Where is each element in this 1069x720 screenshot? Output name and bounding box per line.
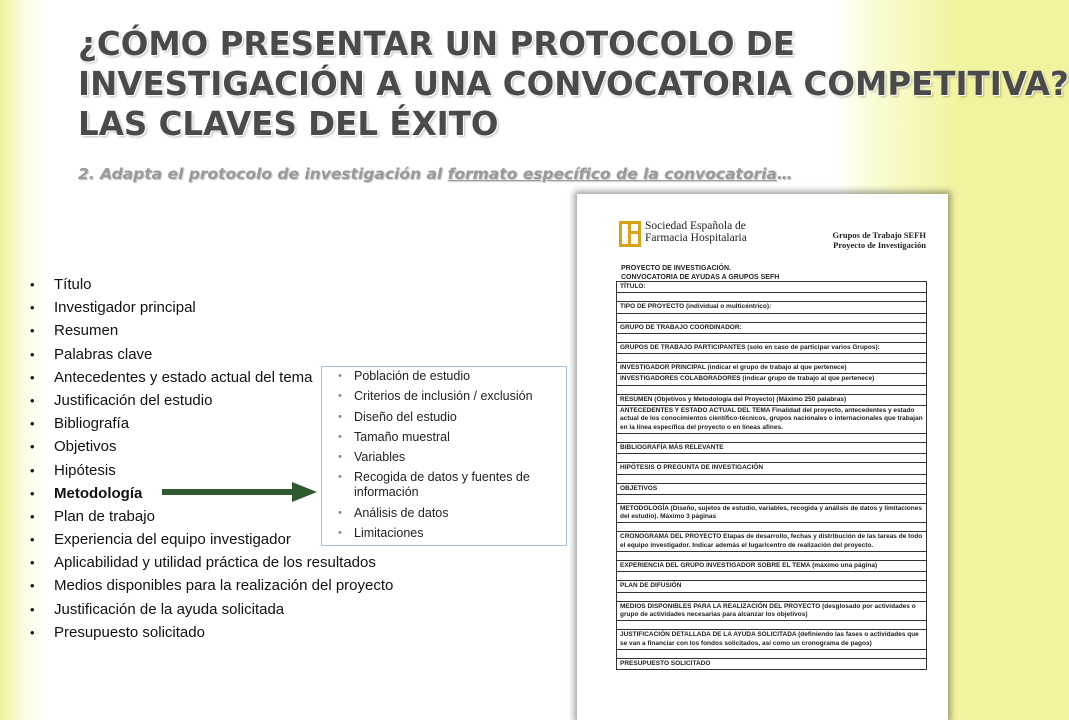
list-item-label: Medios disponibles para la realización del proyecto: [54, 577, 394, 595]
list-item: [30, 296, 393, 319]
slide-title: [78, 24, 1069, 144]
list-item: [30, 273, 393, 296]
form-row: METODOLOGÍA (Diseño, sujetos de estudio, variables, recogida y análisis de datos y limitaciones del estudio). Máximo 3 páginas: [616, 503, 927, 523]
org-name-line-1: Sociedad Española de: [645, 220, 746, 232]
form-row: TIPO DE PROYECTO (individual o multicéntrico):: [616, 301, 927, 312]
bullet-icon: •: [30, 508, 35, 524]
sub-bullet-icon: •: [338, 506, 342, 519]
list-item-label: Justificación de la ayuda solicitada: [54, 600, 285, 618]
sub-bullet-icon: •: [338, 471, 342, 484]
form-row: BIBLIOGRAFÍA MÁS RELEVANTE: [616, 442, 927, 453]
list-item-label: Objetivos: [54, 438, 117, 456]
list-item: [30, 621, 393, 644]
form-row: GRUPO DE TRABAJO COORDINADOR:: [616, 322, 927, 333]
bullet-icon: •: [30, 578, 35, 594]
bullet-icon: •: [30, 300, 35, 316]
methodology-item: [338, 526, 554, 541]
list-item: [30, 574, 393, 597]
list-item-label: Investigador principal: [54, 299, 196, 317]
methodology-list: [338, 369, 554, 546]
slide-subtitle: [78, 165, 792, 183]
form-blank-row: [616, 571, 927, 580]
form-blank-row: [616, 592, 927, 601]
methodology-item: [338, 369, 554, 384]
form-table: [616, 281, 927, 670]
list-item-label: Experiencia del equipo investigador: [54, 531, 291, 549]
form-blank-row: [616, 649, 927, 658]
sub-bullet-icon: •: [338, 390, 342, 403]
list-item-label: Metodología: [54, 484, 143, 502]
bullet-icon: •: [30, 392, 35, 408]
sub-bullet-icon: •: [338, 370, 342, 382]
form-blank-row: [616, 292, 927, 301]
list-item: [30, 343, 393, 366]
bullet-icon: •: [30, 555, 35, 571]
form-row: GRUPOS DE TRABAJO PARTICIPANTES (solo en caso de participar varios Grupos):: [616, 342, 927, 353]
methodology-item-label: Población de estudio: [354, 369, 471, 383]
form-header-line-2: CONVOCATORIA DE AYUDAS A GRUPOS SEFH: [621, 274, 780, 281]
list-item-label: Resumen: [54, 322, 119, 340]
subtitle-prefix: 2. Adapta el protocolo de investigación al: [78, 165, 448, 183]
form-blank-row: [616, 551, 927, 560]
title-line-3: LAS CLAVES DEL ÉXITO: [78, 105, 499, 143]
sefh-logo-icon: [619, 221, 641, 247]
group-heading: [833, 230, 926, 250]
form-blank-row: [616, 474, 927, 483]
methodology-item: [338, 409, 554, 425]
title-line-2: INVESTIGACIÓN A UNA CONVOCATORIA COMPETITIVA?: [78, 65, 1069, 103]
sub-bullet-icon: •: [338, 527, 342, 540]
form-blank-row: [616, 385, 927, 394]
form-row: INVESTIGADORES COLABORADORES (indicar grupo de trabajo al que pertenece): [616, 373, 927, 384]
methodology-item: [338, 450, 554, 465]
form-blank-row: [616, 494, 927, 503]
form-row: HIPÓTESIS O PREGUNTA DE INVESTIGACIÓN: [616, 462, 927, 473]
bullet-icon: •: [30, 462, 35, 478]
form-row: CRONOGRAMA DEL PROYECTO Etapas de desarrollo, fechas y distribución de las tareas de todo el equipo investigador. Indicar además el lugar/centro de realización del proyecto.: [616, 531, 927, 551]
methodology-item-label: Tamaño muestral: [354, 429, 450, 444]
methodology-item-label: Diseño del estudio: [354, 409, 457, 424]
sub-bullet-icon: •: [338, 430, 342, 443]
org-name: [645, 220, 747, 244]
methodology-item-label: Análisis de datos: [354, 505, 449, 520]
form-row: INVESTIGADOR PRINCIPAL (indicar el grupo de trabajo al que pertenece): [616, 362, 927, 373]
methodology-item-label: Variables: [354, 450, 406, 465]
methodology-item: [338, 505, 554, 521]
bullet-icon: •: [30, 416, 35, 432]
form-row: MEDIOS DISPONIBLES PARA LA REALIZACIÓN DEL PROYECTO (desglosado por actividades o grupo de actividades necesarias para alcanzar los objetivos): [616, 601, 927, 621]
form-blank-row: [616, 313, 927, 322]
bullet-icon: •: [30, 601, 35, 617]
methodology-item-label: Recogida de datos y fuentes de información: [354, 470, 530, 500]
form-row: PLAN DE DIFUSIÓN: [616, 580, 927, 591]
sub-bullet-icon: •: [338, 410, 342, 423]
form-blank-row: [616, 433, 927, 442]
bullet-icon: •: [30, 323, 35, 339]
bullet-icon: •: [30, 532, 35, 548]
form-row: RESUMEN (Objetivos y Metodología del Proyecto) (Máximo 250 palabras): [616, 394, 927, 405]
form-header: [621, 264, 779, 282]
list-item-label: Palabras clave: [54, 345, 153, 363]
bullet-icon: •: [30, 624, 35, 640]
form-row: TÍTULO:: [616, 281, 927, 292]
form-row: EXPERIENCIA DEL GRUPO INVESTIGADOR SOBRE EL TEMA (máximo una página): [616, 560, 927, 571]
list-item-label: Justificación del estudio: [54, 391, 213, 409]
form-row: JUSTIFICACIÓN DETALLADA DE LA AYUDA SOLICITADA (definiendo las fases o actividades que se van a financiar con los fondos solicitados, así como un cronograma de pagos): [616, 629, 927, 649]
sefh-form-document: [577, 194, 948, 720]
list-item-label: Bibliografía: [54, 415, 130, 433]
bullet-icon: •: [30, 485, 35, 501]
form-blank-row: [616, 453, 927, 462]
right-arrow-icon: [162, 481, 318, 503]
form-blank-row: [616, 620, 927, 629]
form-blank-row: [616, 522, 927, 531]
bullet-icon: •: [30, 439, 35, 455]
list-item-label: Plan de trabajo: [54, 507, 155, 525]
list-item: [30, 319, 393, 342]
list-item: [30, 598, 393, 621]
form-blank-row: [616, 353, 927, 362]
group-title: Grupos de Trabajo SEFH: [832, 230, 926, 240]
org-name-line-2: Farmacia Hospitalaria: [645, 232, 747, 244]
bullet-icon: •: [30, 346, 35, 362]
methodology-box: [321, 366, 567, 546]
bullet-icon: •: [30, 277, 35, 292]
bullet-icon: •: [30, 369, 35, 385]
methodology-item: [338, 389, 554, 404]
list-item-label: Antecedentes y estado actual del tema: [54, 368, 313, 386]
subtitle-suffix: …: [776, 165, 793, 183]
form-header-line-1: PROYECTO DE INVESTIGACIÓN.: [621, 265, 731, 272]
list-item-label: Presupuesto solicitado: [54, 623, 205, 641]
list-item-label: Hipótesis: [54, 461, 116, 479]
subtitle-underlined: formato específico de la convocatoria: [447, 165, 777, 183]
form-blank-row: [616, 333, 927, 342]
title-line-1: ¿CÓMO PRESENTAR UN PROTOCOLO DE: [78, 25, 795, 63]
list-item-label: Aplicabilidad y utilidad práctica de los resultados: [54, 554, 376, 572]
form-row: PRESUPUESTO SOLICITADO: [616, 658, 927, 670]
methodology-item-label: Criterios de inclusión / exclusión: [354, 389, 533, 404]
sub-bullet-icon: •: [338, 451, 342, 464]
methodology-item: [338, 429, 554, 445]
form-row: OBJETIVOS: [616, 483, 927, 494]
list-item: [30, 551, 393, 574]
group-subtitle: Proyecto de Investigación: [833, 240, 926, 250]
methodology-item: [338, 470, 554, 500]
list-item-label: Título: [54, 276, 92, 293]
methodology-item-label: Limitaciones: [354, 526, 424, 541]
form-row: ANTECEDENTES Y ESTADO ACTUAL DEL TEMA Finalidad del proyecto, antecedentes y estado actual de los conocimientos científico-técnicos, grupos nacionales o internacionales que trabajan en la línea específica del proyecto o en líneas afines.: [616, 405, 927, 433]
